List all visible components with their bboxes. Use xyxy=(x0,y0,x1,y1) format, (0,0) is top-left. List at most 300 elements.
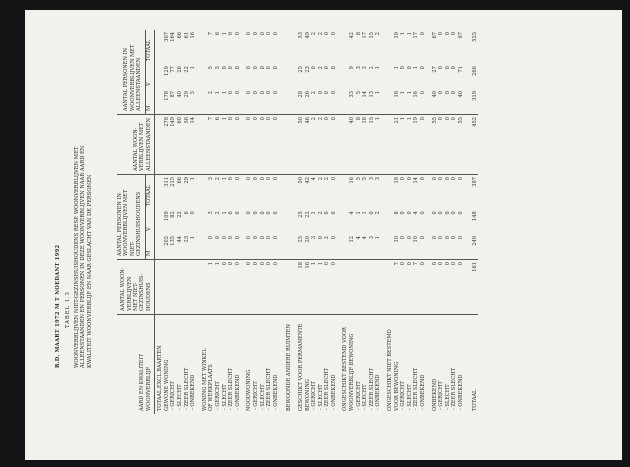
cell-aantal-alleen: 1 xyxy=(407,114,414,174)
cell-v-niet-gezins: 0 xyxy=(406,211,413,215)
row-label: - ZEER SLECHT xyxy=(451,367,458,410)
cell-m-alleen: 0 xyxy=(438,89,445,114)
cell-m-alleen: 0 xyxy=(273,89,280,114)
table-row xyxy=(458,30,465,414)
cell-aantal-alleen: 55 xyxy=(458,114,465,174)
row-label: - GERICHT xyxy=(311,381,318,410)
cell-aantal-alleen xyxy=(387,114,394,174)
cell-totaal-alleen: 1 xyxy=(400,31,407,36)
column-header-personen-alleen: AANTAL PERSONEN IN WOONVERBLIJVEN MET ALLEENSTAANDEN xyxy=(117,30,145,115)
table-row xyxy=(215,30,222,414)
cell-m-alleen: 0 xyxy=(318,89,325,114)
row-label: WOONVERBLIJF BEWONING xyxy=(349,333,356,411)
cell-v-alleen: 0 xyxy=(246,66,253,70)
row-label: - SLECHT xyxy=(406,384,413,410)
cell-totaal-niet-gezins: 2 xyxy=(324,177,331,181)
cell-v-alleen: 0 xyxy=(252,66,259,70)
cell-m-niet-gezins: 0 xyxy=(438,234,445,259)
cell-m-niet-gezins: 0 xyxy=(432,234,439,259)
cell-totaal-alleen: 19 xyxy=(393,31,400,39)
cell-aantal-niet-gezins: 1 xyxy=(215,260,222,315)
table-row xyxy=(470,30,479,414)
cell-m-alleen: 0 xyxy=(228,89,235,114)
row-label: - GERICHT xyxy=(214,381,221,410)
cell-v-niet-gezins: 2 xyxy=(317,211,324,215)
cell-totaal-alleen: 0 xyxy=(234,31,241,36)
cell-totaal-niet-gezins: 14 xyxy=(413,177,420,184)
cell-m-alleen: 33 xyxy=(349,89,356,114)
cell-aantal-niet-gezins xyxy=(177,260,184,315)
cell-m-alleen: 178 xyxy=(164,89,171,114)
cell-aantal-niet-gezins xyxy=(387,260,394,315)
cell-aantal-alleen: 0 xyxy=(235,114,242,174)
cell-v-niet-gezins: 0 xyxy=(252,211,259,215)
cell-v-niet-gezins: 25 xyxy=(297,211,304,218)
cell-aantal-niet-gezins xyxy=(190,260,197,315)
table-row xyxy=(235,30,242,414)
cell-aantal-niet-gezins: 1 xyxy=(208,260,215,315)
cell-totaal-alleen: 0 xyxy=(324,31,331,36)
cell-totaal-alleen: 0 xyxy=(451,31,458,36)
cell-aantal-niet-gezins xyxy=(155,260,164,315)
cell-aantal-alleen: 0 xyxy=(451,114,458,174)
cell-m-alleen xyxy=(155,89,164,114)
cell-aantal-niet-gezins xyxy=(164,260,171,315)
cell-totaal-niet-gezins: 0 xyxy=(400,177,407,181)
cell-m-alleen: 16 xyxy=(413,89,420,114)
cell-m-alleen xyxy=(342,89,349,114)
cell-m-niet-gezins: 44 xyxy=(177,234,184,259)
cell-m-alleen: 0 xyxy=(235,89,242,114)
cell-aantal-alleen: 452 xyxy=(470,114,479,174)
row-label: ONBEKEND xyxy=(431,378,438,411)
row-label: - ZEER SLECHT xyxy=(228,367,235,410)
cell-totaal-alleen: 42 xyxy=(349,31,356,39)
cell-m-niet-gezins: 0 xyxy=(246,234,253,259)
cell-totaal-niet-gezins: 3 xyxy=(208,177,215,181)
cell-v-niet-gezins: 6 xyxy=(183,211,190,215)
table-row xyxy=(362,30,369,414)
cell-m-niet-gezins: 0 xyxy=(318,234,325,259)
cell-totaal-alleen xyxy=(342,30,349,64)
cell-v-niet-gezins: 0 xyxy=(246,211,253,215)
cell-totaal-niet-gezins xyxy=(202,175,209,210)
cell-totaal-niet-gezins: 0 xyxy=(406,177,413,181)
table-row xyxy=(305,30,312,414)
cell-aantal-niet-gezins: 1 xyxy=(311,260,318,315)
cell-totaal-alleen: 0 xyxy=(330,31,337,36)
cell-v-niet-gezins: 2 xyxy=(375,211,382,215)
cell-totaal-niet-gezins: 0 xyxy=(266,177,273,181)
cell-v-niet-gezins: 0 xyxy=(438,211,445,215)
cell-aantal-niet-gezins xyxy=(202,260,209,315)
cell-aantal-niet-gezins: 1 xyxy=(318,260,325,315)
cell-aantal-niet-gezins: 16 xyxy=(305,260,312,315)
cell-aantal-niet-gezins: 0 xyxy=(266,260,273,315)
column-header-aantal-alleen: AANTAL WOON- VERBLIJVEN MET ALLEENSTAANDEN xyxy=(117,114,155,174)
cell-aantal-alleen: 40 xyxy=(349,114,356,174)
cell-m-alleen xyxy=(284,89,293,114)
cell-aantal-alleen xyxy=(284,114,293,174)
cell-v-alleen: 129 xyxy=(163,66,170,76)
row-label: GESCHIKT VOOR PERMANENTE xyxy=(297,323,304,411)
cell-aantal-alleen: 2 xyxy=(311,114,318,174)
cell-totaal-niet-gezins: 0 xyxy=(228,177,235,181)
cell-aantal-niet-gezins xyxy=(362,260,369,315)
cell-m-niet-gezins: 0 xyxy=(273,234,280,259)
cell-v-alleen: 0 xyxy=(438,66,445,70)
table-row xyxy=(298,30,305,414)
cell-v-alleen: 0 xyxy=(234,66,241,70)
cell-m-niet-gezins: 0 xyxy=(228,234,235,259)
cell-totaal-niet-gezins: 42 xyxy=(304,177,311,184)
cell-totaal-niet-gezins: 66 xyxy=(177,177,183,184)
table-row xyxy=(311,30,318,414)
cell-v-alleen: 2 xyxy=(317,66,324,70)
row-label: - ONBEKEND xyxy=(330,374,337,410)
table-row xyxy=(164,30,171,414)
row-label: - GERICHT xyxy=(252,381,259,410)
table-row xyxy=(331,30,338,414)
cell-aantal-alleen: 8 xyxy=(356,114,363,174)
cell-totaal-alleen: 8 xyxy=(355,31,362,36)
cell-totaal-alleen: 0 xyxy=(438,31,445,36)
cell-v-niet-gezins: 0 xyxy=(324,211,331,215)
cell-v-alleen xyxy=(284,64,293,89)
cell-v-alleen xyxy=(387,64,394,89)
cell-v-niet-gezins: 0 xyxy=(190,211,197,215)
cell-totaal-niet-gezins: 0 xyxy=(330,177,337,181)
cell-aantal-alleen: 60 xyxy=(177,114,184,174)
cell-m-alleen: 1 xyxy=(215,89,222,114)
cell-aantal-alleen: 0 xyxy=(260,114,267,174)
cell-aantal-niet-gezins: 0 xyxy=(324,260,331,315)
table-number: TABEL 1.3 xyxy=(65,291,72,328)
cell-totaal-alleen: 49 xyxy=(304,31,311,39)
cell-aantal-niet-gezins: 0 xyxy=(400,260,407,315)
cell-m-niet-gezins: 2 xyxy=(324,234,331,259)
cell-totaal-alleen xyxy=(202,30,209,64)
cell-aantal-alleen: 0 xyxy=(324,114,331,174)
cell-v-alleen: 27 xyxy=(431,66,438,73)
cell-totaal-niet-gezins: 29 xyxy=(183,177,190,184)
table-body xyxy=(155,30,478,414)
row-label: - ZEER SLECHT xyxy=(324,367,331,410)
cell-aantal-niet-gezins xyxy=(375,260,382,315)
cell-totaal-alleen: 17 xyxy=(413,31,420,39)
cell-aantal-niet-gezins: 0 xyxy=(228,260,235,315)
cell-totaal-alleen xyxy=(387,30,394,64)
cell-m-niet-gezins: 10 xyxy=(394,234,401,259)
cell-v-alleen: 23 xyxy=(304,66,311,73)
table-row xyxy=(184,30,191,414)
table-row xyxy=(202,30,209,414)
cell-aantal-niet-gezins: 0 xyxy=(407,260,414,315)
cell-aantal-alleen: 0 xyxy=(266,114,273,174)
cell-aantal-alleen: 16 xyxy=(362,114,369,174)
cell-v-niet-gezins: 0 xyxy=(457,211,464,215)
cell-m-niet-gezins: 23 xyxy=(184,234,191,259)
cell-totaal-niet-gezins: 0 xyxy=(272,177,279,181)
cell-m-niet-gezins: 0 xyxy=(451,234,458,259)
table-row xyxy=(438,30,445,414)
cell-totaal-niet-gezins: 5 xyxy=(355,177,362,181)
cell-v-niet-gezins: 0 xyxy=(259,211,266,215)
cell-aantal-niet-gezins: 0 xyxy=(445,260,452,315)
cell-aantal-niet-gezins: 0 xyxy=(253,260,260,315)
document-header xyxy=(55,68,93,368)
table-row xyxy=(342,30,349,414)
cell-aantal-niet-gezins: 0 xyxy=(438,260,445,315)
intro-line: ALLEENSTAANDEN EN PERSONEN IN DEZE WOONVERBLIJVEN NAAR AARD EN xyxy=(80,145,87,368)
cell-totaal-niet-gezins: 50 xyxy=(297,177,304,184)
cell-v-niet-gezins xyxy=(387,209,394,234)
cell-totaal-alleen: 15 xyxy=(368,31,375,39)
cell-aantal-niet-gezins: 0 xyxy=(458,260,465,315)
cell-m-niet-gezins: 20 xyxy=(305,234,312,259)
intro-line: WOONVERBLIJVEN NIET-GEZINSHUISHOUDENS RESP. WOONVERBLIJVEN MET xyxy=(73,146,80,368)
cell-totaal-niet-gezins: 0 xyxy=(457,177,464,181)
cell-totaal-alleen: 1 xyxy=(406,31,413,36)
cell-totaal-alleen: 2 xyxy=(311,31,318,36)
cell-totaal-alleen: 6 xyxy=(214,31,221,36)
cell-m-alleen: 2 xyxy=(311,89,318,114)
cell-m-niet-gezins: 0 xyxy=(266,234,273,259)
cell-aantal-alleen: 15 xyxy=(369,114,376,174)
table-intro xyxy=(74,68,93,368)
cell-aantal-alleen xyxy=(342,114,349,174)
column-header-totaal: TOTAAL xyxy=(145,175,155,210)
table-row xyxy=(273,30,280,414)
row-label: - ONBEKEND xyxy=(375,374,382,410)
cell-m-alleen: 2 xyxy=(208,89,215,114)
cell-v-niet-gezins: 4 xyxy=(349,211,356,215)
row-label: ONGESCHIKT BESTEMD VOOR xyxy=(342,327,349,411)
cell-v-alleen: 0 xyxy=(420,66,426,70)
cell-m-niet-gezins xyxy=(155,234,164,259)
cell-v-alleen: 3 xyxy=(362,66,369,70)
cell-m-alleen: 5 xyxy=(190,89,197,114)
cell-totaal-alleen xyxy=(155,30,164,64)
cell-totaal-niet-gezins: 397 xyxy=(471,177,478,187)
cell-aantal-niet-gezins: 18 xyxy=(298,260,305,315)
table-row xyxy=(394,30,401,414)
cell-m-niet-gezins: 0 xyxy=(458,234,465,259)
cell-totaal-alleen: 53 xyxy=(297,31,304,39)
cell-v-niet-gezins: 0 xyxy=(368,211,375,215)
table-row xyxy=(208,30,215,414)
cell-totaal-niet-gezins: 16 xyxy=(349,177,356,184)
cell-aantal-alleen: 50 xyxy=(298,114,305,174)
cell-m-alleen: 0 xyxy=(324,89,331,114)
cell-aantal-niet-gezins: 0 xyxy=(260,260,267,315)
table-row xyxy=(260,30,267,414)
table-row xyxy=(445,30,452,414)
cell-aantal-alleen: 0 xyxy=(228,114,235,174)
cell-m-niet-gezins: 10 xyxy=(413,234,420,259)
cell-v-alleen: 5 xyxy=(208,66,215,70)
cell-m-alleen: 1 xyxy=(222,89,229,114)
cell-m-alleen: 29 xyxy=(184,89,191,114)
cell-v-alleen: 22 xyxy=(183,66,190,73)
cell-v-niet-gezins: 0 xyxy=(272,211,279,215)
cell-totaal-niet-gezins xyxy=(155,175,164,210)
cell-totaal-alleen: 2 xyxy=(317,31,324,36)
cell-aantal-niet-gezins xyxy=(184,260,191,315)
cell-aantal-niet-gezins: 0 xyxy=(420,260,427,315)
row-label: - SLECHT xyxy=(444,384,451,410)
row-label: BEWOONDE ANDERE RUIMTEN xyxy=(286,324,293,411)
cell-aantal-alleen: 55 xyxy=(432,114,439,174)
cell-aantal-alleen: 0 xyxy=(246,114,253,174)
cell-aantal-alleen: 56 xyxy=(184,114,191,174)
cell-totaal-alleen: 66 xyxy=(177,31,183,39)
cell-m-niet-gezins: 12 xyxy=(349,234,356,259)
row-label: - SLECHT xyxy=(362,384,369,410)
cell-totaal-alleen: 0 xyxy=(246,31,253,36)
table-row xyxy=(369,30,376,414)
cell-totaal-niet-gezins: 3 xyxy=(368,177,375,181)
cell-totaal-niet-gezins xyxy=(387,175,394,210)
cell-m-niet-gezins xyxy=(387,234,394,259)
cell-totaal-niet-gezins: 2 xyxy=(317,177,324,181)
cell-m-niet-gezins: 25 xyxy=(298,234,305,259)
cell-totaal-alleen: 7 xyxy=(208,31,215,36)
cell-aantal-alleen: 0 xyxy=(273,114,280,174)
cell-aantal-alleen: 0 xyxy=(253,114,260,174)
cell-totaal-niet-gezins: 0 xyxy=(431,177,438,181)
cell-m-niet-gezins: 135 xyxy=(170,234,177,259)
cell-v-niet-gezins xyxy=(284,209,293,234)
row-label: - GERICHT xyxy=(400,381,407,410)
cell-v-niet-gezins: 109 xyxy=(163,211,170,221)
table-row xyxy=(284,30,293,414)
table-row xyxy=(228,30,235,414)
cell-aantal-niet-gezins: 0 xyxy=(451,260,458,315)
cell-m-niet-gezins xyxy=(202,234,209,259)
cell-v-niet-gezins: 2 xyxy=(214,211,221,215)
cell-totaal-niet-gezins: 0 xyxy=(451,177,458,181)
column-header-m: M xyxy=(145,89,155,114)
cell-totaal-niet-gezins: 5 xyxy=(362,177,369,181)
cell-v-alleen: 266 xyxy=(471,66,478,76)
row-label: - ZEER SLECHT xyxy=(368,367,375,410)
row-label: WONING MET WINKEL xyxy=(201,348,208,411)
table-row xyxy=(324,30,331,414)
cell-v-niet-gezins: 0 xyxy=(431,211,438,215)
cell-v-niet-gezins: 0 xyxy=(451,211,458,215)
row-label: - ZEER SLECHT xyxy=(413,367,420,410)
cell-aantal-alleen: 0 xyxy=(445,114,452,174)
cell-m-niet-gezins: 0 xyxy=(407,234,414,259)
cell-v-alleen: 0 xyxy=(400,66,407,70)
cell-v-niet-gezins: 1 xyxy=(355,211,362,215)
table-row xyxy=(222,30,229,414)
cell-m-niet-gezins: 0 xyxy=(260,234,267,259)
cell-m-alleen: 1 xyxy=(375,89,382,114)
column-header-totaal: TOTAAL xyxy=(145,30,155,64)
cell-v-niet-gezins: 0 xyxy=(444,211,451,215)
cell-aantal-alleen: 0 xyxy=(420,114,427,174)
column-header-v: V xyxy=(145,209,155,234)
cell-v-alleen: 0 xyxy=(228,66,235,70)
cell-totaal-niet-gezins xyxy=(284,175,293,210)
cell-m-alleen: 1 xyxy=(400,89,407,114)
row-label: TOTAAL,EXCL.BAARTEN xyxy=(157,345,164,411)
cell-m-alleen: 0 xyxy=(445,89,452,114)
column-header-v: V xyxy=(145,64,155,89)
cell-v-alleen: 1 xyxy=(393,66,400,70)
cell-m-niet-gezins: 202 xyxy=(164,234,171,259)
cell-v-alleen: 2 xyxy=(368,66,375,70)
cell-aantal-niet-gezins: 0 xyxy=(235,260,242,315)
cell-m-niet-gezins: 0 xyxy=(420,234,427,259)
cell-v-alleen: 5 xyxy=(214,66,221,70)
cell-v-alleen: 0 xyxy=(330,66,337,70)
cell-aantal-niet-gezins: 0 xyxy=(432,260,439,315)
cell-v-niet-gezins xyxy=(342,209,349,234)
table-row xyxy=(400,30,407,414)
table-row xyxy=(177,30,184,414)
cell-m-alleen: 0 xyxy=(331,89,338,114)
cell-m-alleen: 0 xyxy=(246,89,253,114)
cell-v-alleen: 0 xyxy=(272,66,279,70)
cell-v-niet-gezins: 22 xyxy=(304,211,311,218)
row-label: - GERICHT xyxy=(170,381,177,410)
table-row xyxy=(387,30,394,414)
cell-totaal-alleen: 61 xyxy=(183,31,190,39)
cell-m-niet-gezins: 1 xyxy=(190,234,197,259)
cell-m-niet-gezins xyxy=(284,234,293,259)
row-label: - SLECHT xyxy=(259,384,266,410)
cell-m-niet-gezins: 4 xyxy=(356,234,363,259)
row-label: - SLECHT xyxy=(317,384,324,410)
cell-totaal-alleen: 0 xyxy=(266,31,273,36)
cell-m-alleen: 0 xyxy=(260,89,267,114)
cell-totaal-alleen xyxy=(284,30,293,64)
cell-v-alleen xyxy=(155,64,164,89)
cell-aantal-alleen: 1 xyxy=(222,114,229,174)
table-row xyxy=(420,30,427,414)
cell-v-alleen: 71 xyxy=(457,66,464,73)
cell-v-alleen: 0 xyxy=(324,66,331,70)
cell-m-alleen xyxy=(387,89,394,114)
cell-m-alleen: 1 xyxy=(407,89,414,114)
cell-v-alleen xyxy=(202,64,209,89)
row-label: - SLECHT xyxy=(177,384,183,410)
cell-aantal-alleen xyxy=(202,114,209,174)
cell-m-niet-gezins: 0 xyxy=(331,234,338,259)
row-label: - ONBEKEND xyxy=(272,374,279,410)
cell-v-alleen: 0 xyxy=(406,66,413,70)
cell-totaal-niet-gezins: 0 xyxy=(420,177,426,181)
cell-v-niet-gezins: 1 xyxy=(311,211,318,215)
cell-totaal-alleen: 0 xyxy=(420,31,426,36)
cell-aantal-niet-gezins: 0 xyxy=(246,260,253,315)
cell-aantal-alleen: 14 xyxy=(190,114,197,174)
cell-m-alleen: 13 xyxy=(369,89,376,114)
cell-v-alleen: 0 xyxy=(259,66,266,70)
table-row xyxy=(451,30,458,414)
cell-totaal-niet-gezins: 0 xyxy=(444,177,451,181)
cell-aantal-niet-gezins: 0 xyxy=(222,260,229,315)
cell-m-alleen: 40 xyxy=(177,89,184,114)
cell-v-alleen xyxy=(342,64,349,89)
cell-v-alleen: 1 xyxy=(375,66,382,70)
row-label: - ZEER SLECHT xyxy=(183,367,190,410)
cell-totaal-alleen: 164 xyxy=(170,31,177,42)
cell-totaal-alleen: 17 xyxy=(362,31,369,39)
